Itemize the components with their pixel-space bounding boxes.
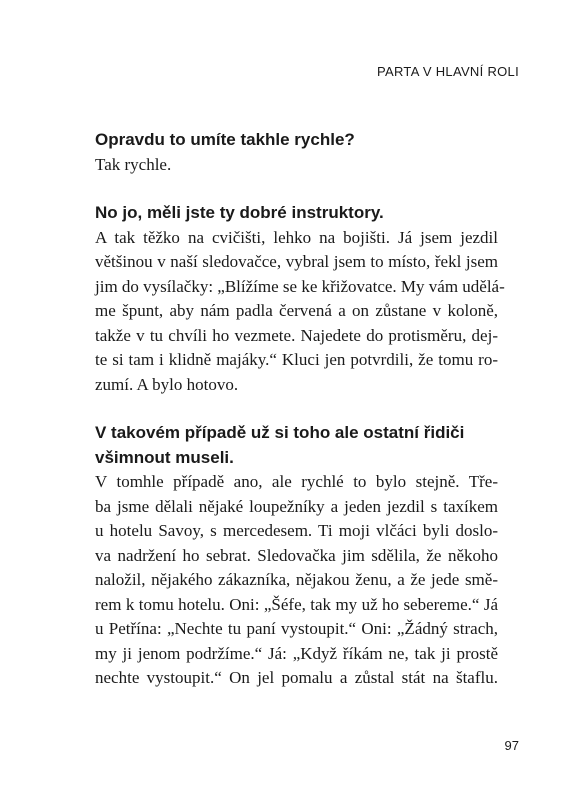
answer-line: jim do vysílačky: „Blížíme se ke křižovatce. My vám udělá-: [95, 276, 505, 296]
answer-line: nechte vystoupit.“ On jel pomalu a zůstal stát na štaflu.: [95, 668, 498, 687]
spacer: [95, 177, 498, 201]
answer-line: zumí. A bylo hotovo.: [95, 374, 239, 394]
page-number: 97: [504, 738, 519, 753]
question: [95, 128, 498, 153]
answer: [95, 470, 498, 691]
answer-line: va nadržení ho sebrat. Sledovačka jim sdělila, že někoho: [95, 545, 498, 565]
answer-line: me špunt, aby nám padla červená a on zůstane v koloně,: [95, 301, 498, 320]
spacer: [95, 397, 498, 421]
answer-line: Tak rychle.: [95, 154, 172, 174]
question: [95, 201, 498, 226]
question: [95, 421, 498, 470]
answer-line: my ji jenom podržíme.“ Já: „Když říkám ne, tak ji prostě: [95, 643, 498, 663]
question-line: všimnout museli.: [95, 447, 234, 467]
answer: [95, 153, 498, 178]
interview-text: [95, 128, 505, 691]
running-header: PARTA V HLAVNÍ ROLI: [376, 64, 519, 79]
answer-line: A tak těžko na cvičišti, lehko na bojišti. Já jsem jezdil: [95, 227, 498, 247]
answer-line: ba jsme dělali nějaké loupežníky a jeden jezdil s taxíkem: [95, 496, 498, 516]
question-line: Opravdu to umíte takhle rychle?: [95, 130, 355, 149]
answer-line: u hotelu Savoy, s mercedesem. Ti moji vlčáci byli doslo-: [95, 521, 498, 540]
answer-line: te si tam i klidně majáky.“ Kluci jen potvrdili, že tomu ro-: [95, 350, 498, 369]
answer-line: takže v tu chvíli ho vezmete. Najedete do protisměru, dej-: [95, 325, 498, 345]
answer-line: většinou v naší sledovačce, vybral jsem to místo, řekl jsem: [95, 252, 498, 271]
answer-line: u Petřína: „Nechte tu paní vystoupit.“ Oni: „Žádný strach,: [95, 619, 498, 638]
question-line: No jo, měli jste ty dobré instruktory.: [95, 203, 384, 222]
answer-line: rem k tomu hotelu. Oni: „Šéfe, tak my už ho sebereme.“ Já: [95, 594, 498, 614]
answer-line: V tomhle případě ano, ale rychlé to bylo stejně. Tře-: [95, 472, 498, 491]
question-line: V takovém případě už si toho ale ostatní řidiči: [95, 423, 465, 442]
answer-line: naložil, nějakého zákazníka, nějakou ženu, a že jede smě-: [95, 570, 498, 589]
answer: [95, 226, 505, 398]
